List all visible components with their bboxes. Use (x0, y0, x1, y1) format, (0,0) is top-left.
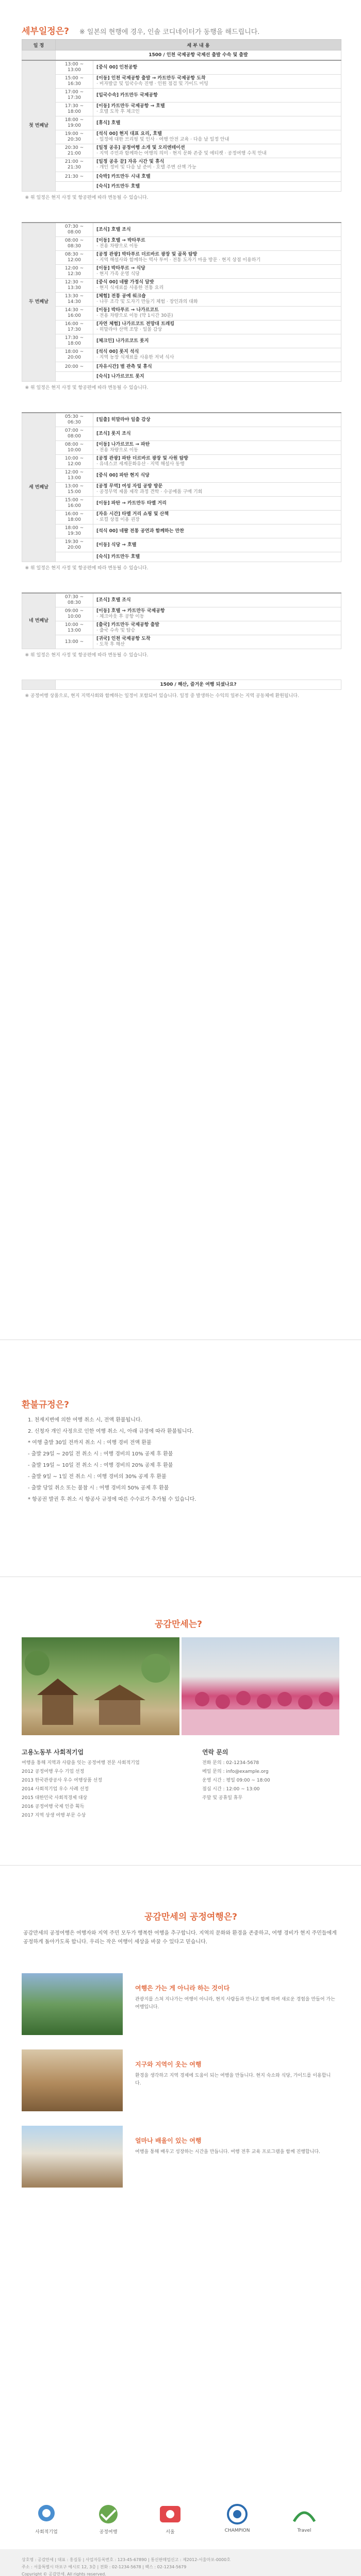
village-scene-illustration (22, 1637, 179, 1735)
activity-title: [조식] 호텔 조식 (96, 597, 131, 603)
footer-line: 상호명 : 공감만세 | 대표 : 홍길동 | 사업자등록번호 : 123-45-67890 | 통신판매업신고 : 제2012-서울마포-0000호 (22, 2557, 231, 2562)
logo-label-4: Travel (297, 2528, 311, 2533)
activity-detail: · 현지 식재료를 사용한 전통 요리 (96, 285, 164, 291)
award-item: 2015 대한민국 사회적경제 대상 (22, 1795, 88, 1801)
refund-title: 환불규정은? (22, 1400, 69, 1410)
activity-cell (93, 334, 341, 348)
contact-title: 연락 문의 (202, 1749, 228, 1756)
activity-detail: · 지역 해설사와 함께하는 역사 투어 · 전통 도자기 마을 방문 · 현지 상점 이용하기 (96, 258, 261, 263)
activity-title: [숙식] 나가르코트 롯지 (96, 374, 144, 379)
activity-cell (93, 89, 341, 103)
org-name: 고용노동부 사회적기업 (22, 1749, 84, 1756)
time-cell: 12:30 ~ 13:30 (56, 279, 93, 293)
activity-detail: · 개인 정비 및 다음 날 준비 · 호텔 주변 산책 가능 (96, 165, 196, 170)
seoul-logo-icon (155, 2504, 186, 2527)
feature-title-3: 얼마나 배울이 있는 여행 (135, 2137, 202, 2144)
activity-cell (93, 483, 341, 497)
time-cell: 08:30 ~ 12:00 (56, 251, 93, 265)
activity-title: [이동] 호텔 → 박타푸르 (96, 238, 145, 243)
feature-body-2: 환경을 생각하고 지역 경제에 도움이 되는 여행을 만듭니다. 현지 숙소와 식당, 가이드를 이용합니다. (135, 2073, 331, 2086)
activity-title: [이동] 파탄 → 카트만두 타멜 거리 (96, 500, 167, 506)
time-cell: 08:00 ~ 10:00 (56, 441, 93, 455)
logo-label-0: 사회적기업 (35, 2530, 58, 2535)
activity-cell (93, 320, 341, 334)
activity-detail: · 일정에 대한 브리핑 및 인사 · 여행 안전 교육 · 다음 날 일정 안내 (96, 137, 229, 142)
activity-cell (93, 182, 341, 192)
activity-detail: · 전용 차량으로 이동 (96, 448, 138, 453)
footer-text (22, 2556, 341, 2576)
time-cell: 10:00 ~ 13:00 (56, 621, 93, 635)
activity-cell (93, 307, 341, 320)
itinerary-footnote: ※ 위 일정은 현지 사정 및 항공편에 따라 변동될 수 있습니다. (25, 195, 149, 200)
activity-title: [자유 시간] 타멜 거리 쇼핑 및 산책 (96, 512, 169, 517)
activity-cell (93, 144, 341, 158)
activity-detail: · 나무 조각 및 도자기 만들기 체험 · 장인과의 대화 (96, 299, 198, 304)
activity-title: [석식 00] 롯지 석식 (96, 349, 139, 354)
refund-line: - 출발 9일 ~ 1일 전 취소 시 : 여행 경비의 30% 공제 후 환불 (28, 1474, 167, 1480)
footer-line: Copyright © 공감만세. All rights reserved. (22, 2572, 106, 2576)
activity-title: [이동] 박타푸르 → 식당 (96, 266, 145, 271)
travel-logo-icon (289, 2504, 320, 2527)
time-cell: 13:00 ~ 13:00 (56, 60, 93, 75)
activity-title: [공정 관광] 박타푸르 더르바르 광장 및 골목 탐방 (96, 252, 198, 257)
time-cell: 19:00 ~ 20:30 (56, 130, 93, 144)
logo-social-enterprise (31, 2504, 62, 2535)
activity-title: [일출] 히말라야 일출 감상 (96, 417, 151, 422)
footer-line: 주소 : 서울특별시 마포구 예시로 12, 3층 | 전화 : 02-1234-5678 | 팩스 : 02-1234-5679 (22, 2565, 187, 2569)
time-cell: 18:00 ~ 19:00 (56, 116, 93, 130)
itinerary-title (22, 24, 259, 37)
time-cell: 07:30 ~ 08:00 (56, 223, 93, 237)
activity-detail: · 공정무역 제품 제작 과정 견학 · 수공예품 구매 기회 (96, 489, 203, 495)
contact-line: 점심 시간 : 12:00 ~ 13:00 (202, 1787, 260, 1792)
day-label: 첫 번째날 (22, 60, 56, 192)
col-header-detail: 세 부 내 용 (56, 40, 341, 50)
time-cell: 20:00 ~ (56, 362, 93, 372)
activity-cell (93, 469, 341, 483)
activity-title: [이동] 식당 → 호텔 (96, 542, 137, 548)
day-cell-blank (22, 50, 56, 61)
activity-title: [숙박] 카트만두 시내 호텔 (96, 174, 151, 179)
refund-line: - 출발 19일 ~ 10일 전 취소 시 : 여행 경비의 20% 공제 후 환불 (28, 1463, 173, 1468)
activity-cell (93, 621, 341, 635)
award-item: 2013 한국관광공사 우수 여행상품 선정 (22, 1778, 103, 1783)
activity-cell (93, 75, 341, 89)
award-item: 2017 지역 상생 여행 부문 수상 (22, 1813, 86, 1818)
activity-cell (93, 413, 341, 427)
day-label: 세 번째날 (22, 413, 56, 562)
activity-cell (93, 60, 341, 75)
activity-title: [숙식] 카트만두 호텔 (96, 554, 140, 560)
time-cell (56, 552, 93, 562)
time-cell: 14:30 ~ 16:00 (56, 307, 93, 320)
activity-title: [중식 00] 인천공항 (96, 64, 138, 70)
activity-cell (93, 103, 341, 116)
activity-cell (93, 223, 341, 237)
activity-title: [조식] 호텔 조식 (96, 227, 131, 232)
time-cell: 08:00 ~ 08:30 (56, 237, 93, 251)
contact-line: 전화 문의 : 02-1234-5678 (202, 1760, 259, 1766)
feature-title-2: 지구와 지역이 웃는 여행 (135, 2061, 202, 2068)
activity-cell (93, 237, 341, 251)
festival-scene-illustration (182, 1637, 339, 1735)
activity-title: [공정 무역] 여성 자립 공방 방문 (96, 484, 163, 489)
refund-line: * 항공권 발권 후 취소 시 항공사 규정에 따른 수수료가 추가될 수 있습니다. (28, 1497, 196, 1502)
activity-cell (93, 348, 341, 362)
contact-list (202, 1759, 341, 1803)
activity-title: [이동] 박타푸르 → 나가르코트 (96, 308, 159, 313)
activity-cell (93, 279, 341, 293)
activity-cell (93, 372, 341, 382)
partner-photo-village (22, 1637, 179, 1735)
activity-title: [일정 공유 끝] 자유 시간 및 휴식 (96, 159, 165, 164)
time-cell: 12:00 ~ 12:30 (56, 265, 93, 279)
time-cell (56, 372, 93, 382)
activity-cell (93, 593, 341, 607)
org-desc: 여행을 통해 지역과 사람을 잇는 공정여행 전문 사회적기업 (22, 1760, 140, 1766)
time-cell: 07:30 ~ 08:30 (56, 593, 93, 607)
time-cell: 16:00 ~ 18:00 (56, 511, 93, 524)
time-cell (56, 182, 93, 192)
activity-cell (93, 524, 341, 538)
activity-detail: · 로컬 상점 이용 권장 (96, 517, 140, 522)
activity-cell (93, 497, 341, 511)
top-note: 1500 / 인천 국제공항 국제선 출발 수속 및 출발 (56, 50, 341, 61)
activity-title: [숙식] 카트만두 호텔 (96, 183, 140, 189)
activity-title: [이동] 호텔 → 카트만두 국제공항 (96, 608, 165, 614)
activity-detail: · 지역 농장 식재료를 사용한 저녁 식사 (96, 355, 174, 360)
activity-detail: · 히말라야 산맥 조망 · 일몰 감상 (96, 327, 162, 332)
activity-title: [자연 체험] 나가르코트 전망대 트레킹 (96, 321, 175, 327)
contact-line: 메일 문의 : info@example.org (202, 1769, 269, 1774)
feature-body-1: 관광지를 스쳐 지나가는 여행이 아니라, 현지 사람들과 만나고 함께 하며 새로운 경험을 만들어 가는 여행입니다. (135, 1997, 335, 2010)
time-cell: 21:30 ~ (56, 172, 93, 182)
day-label: 두 번째날 (22, 223, 56, 382)
activity-detail: · 도착 후 해산 (96, 642, 125, 647)
feature-photo-2 (22, 2049, 123, 2111)
itinerary-title-text: 세부일정은? (22, 26, 69, 37)
time-cell: 18:00 ~ 19:30 (56, 524, 93, 538)
refund-list (28, 1415, 337, 1505)
itinerary-last-note: ※ 공정여행 상품으로, 현지 지역사회와 함께하는 일정이 포함되어 있습니다. 일정 중 발생하는 수익의 일부는 지역 공동체에 환원됩니다. (25, 693, 299, 699)
time-cell: 15:00 ~ 16:00 (56, 497, 93, 511)
end-row: 1500 / 해산, 즐거운 여행 되셨나요? (56, 680, 341, 690)
activity-title: [일정 공유] 공정여행 소개 및 오리엔테이션 (96, 145, 185, 150)
activity-detail: · 호텔 도착 후 체크인 (96, 109, 140, 114)
time-cell: 20:30 ~ 21:00 (56, 144, 93, 158)
partner-title: 공감만세는? (155, 1619, 202, 1630)
time-cell: 15:00 ~ 16:30 (56, 75, 93, 89)
activity-title: [귀국] 인천 국제공항 도착 (96, 636, 151, 641)
activity-detail: · 현지 가족 운영 식당 (96, 272, 140, 277)
contact-line: 운영 시간 : 평일 09:00 ~ 18:00 (202, 1778, 270, 1783)
activity-title: [이동] 인천 국제공항 출발 → 카트만두 국제공항 도착 (96, 76, 206, 81)
partner-photo-festival (182, 1637, 339, 1735)
time-cell: 21:00 ~ 21:30 (56, 158, 93, 172)
features-title: 공감만세의 공정여행은? (144, 1912, 237, 1922)
activity-title: [공정 관광] 파탄 더르바르 광장 및 사원 탐방 (96, 456, 188, 461)
activity-cell (93, 158, 341, 172)
activity-cell (93, 293, 341, 307)
activity-cell (93, 362, 341, 372)
time-cell: 09:00 ~ 10:00 (56, 607, 93, 621)
time-cell: 10:00 ~ 12:00 (56, 455, 93, 469)
time-cell: 19:30 ~ 20:00 (56, 538, 93, 552)
activity-title: [중식 00] 파탄 현지 식당 (96, 472, 150, 478)
activity-cell (93, 130, 341, 144)
feature-photo-3 (22, 2126, 123, 2188)
activity-cell (93, 441, 341, 455)
activity-title: [입국수속] 카트만두 국제공항 (96, 92, 158, 98)
activity-detail: · 전용 차량으로 이동 (96, 244, 138, 249)
feature-body-3: 여행을 통해 배우고 성장하는 시간을 만듭니다. 여행 전후 교육 프로그램을 함께 진행합니다. (135, 2149, 320, 2155)
divider (0, 1865, 361, 1866)
time-cell: 05:30 ~ 06:30 (56, 413, 93, 427)
itinerary-table (22, 39, 341, 701)
refund-line: * 여행 출발 30일 전까지 취소 시 : 여행 경비 전액 환불 (28, 1440, 152, 1446)
activity-title: [중식 00] 네팔 가정식 달밧 (96, 280, 154, 285)
activity-detail: · 출국 수속 및 탑승 (96, 628, 136, 633)
itinerary-note: ※ 일본의 현행에 경우, 인솔 코디네이터가 동행을 해드립니다. (79, 28, 260, 36)
activity-title: [이동] 나가르코트 → 파탄 (96, 442, 150, 447)
activity-cell (93, 251, 341, 265)
feature-title-1: 여행은 가는 게 아니라 하는 것이다 (135, 1985, 230, 1992)
time-cell: 07:00 ~ 08:00 (56, 427, 93, 441)
day-cell-blank (22, 680, 56, 690)
logo-label-3: CHAMPION (224, 2528, 250, 2533)
activity-title: [석식 00] 현지 대표 요리, 호텔 (96, 131, 162, 137)
logo-champion (217, 2504, 258, 2533)
activity-cell (93, 116, 341, 130)
logo-seoul (155, 2504, 186, 2535)
activity-title: [자유시간] 별 관측 및 휴식 (96, 364, 152, 369)
logo-fair-travel (93, 2504, 124, 2535)
refund-line: 1. 천재지변에 의한 여행 취소 시, 전액 환불됩니다. (28, 1417, 142, 1423)
activity-title: [이동] 카트만두 국제공항 → 호텔 (96, 104, 165, 109)
activity-title: [체험] 전통 공예 워크숍 (96, 294, 146, 299)
time-cell: 13:00 ~ 15:00 (56, 483, 93, 497)
time-cell: 12:00 ~ 13:00 (56, 469, 93, 483)
award-item: 2014 사회적기업 우수 사례 선정 (22, 1787, 89, 1792)
activity-cell (93, 265, 341, 279)
refund-line: - 출발 29일 ~ 20일 전 취소 시 : 여행 경비의 10% 공제 후 환불 (28, 1451, 173, 1457)
refund-line: - 출발 당일 취소 또는 불참 시 : 여행 경비의 50% 공제 후 환불 (28, 1485, 169, 1491)
activity-cell (93, 455, 341, 469)
logo-label-1: 공정여행 (99, 2530, 118, 2535)
fair-travel-logo-icon (93, 2504, 124, 2527)
logo-travel (289, 2504, 320, 2533)
time-cell: 13:00 ~ (56, 635, 93, 649)
itinerary-footnote: ※ 위 일정은 현지 사정 및 항공편에 따라 변동될 수 있습니다. (25, 652, 149, 658)
activity-cell (93, 552, 341, 562)
features-intro: 공감만세의 공정여행은 여행자와 지역 주민 모두가 행복한 여행을 추구합니다. 지역의 문화와 환경을 존중하고, 여행 경비가 현지 주민들에게 공정하게 돌아가도록 합니다. 우리는 작은 여행이 세상을 바꿀 수 있다고 믿습니다. (23, 1930, 337, 1945)
activity-title: [휴식] 호텔 (96, 120, 121, 126)
activity-detail: · 유네스코 세계문화유산 · 지역 해설사 동행 (96, 462, 185, 467)
activity-detail: · 전용 차량으로 이동 (약 1시간 30분) (96, 313, 173, 318)
award-item: 2016 공정여행 국제 인증 획득 (22, 1804, 85, 1809)
activity-detail: · 체크아웃 후 공항 이동 (96, 614, 144, 619)
activity-title: [출국] 카트만두 국제공항 출발 (96, 622, 159, 628)
activity-title: [체크인] 나가르코트 롯지 (96, 338, 149, 344)
col-header-day: 일 정 (22, 40, 56, 50)
time-cell: 17:30 ~ 18:00 (56, 334, 93, 348)
time-cell: 17:00 ~ 17:30 (56, 89, 93, 103)
itinerary-footnote: ※ 위 일정은 현지 사정 및 항공편에 따라 변동될 수 있습니다. (25, 385, 149, 391)
logo-label-2: 서울 (166, 2530, 175, 2535)
activity-cell (93, 607, 341, 621)
day-label: 네 번째날 (22, 593, 56, 649)
activity-cell (93, 172, 341, 182)
social-enterprise-logo-icon (31, 2504, 62, 2527)
feature-photo-1 (22, 1973, 123, 2035)
activity-cell (93, 635, 341, 649)
activity-cell (93, 427, 341, 441)
itinerary-footnote: ※ 위 일정은 현지 사정 및 항공편에 따라 변동될 수 있습니다. (25, 565, 149, 571)
time-cell: 13:30 ~ 14:30 (56, 293, 93, 307)
contact-line: 주말 및 공휴일 휴무 (202, 1795, 243, 1801)
activity-title: [석식 00] 네팔 전통 공연과 함께하는 만찬 (96, 528, 184, 534)
refund-line: 2. 신청자 개인 사정으로 인한 여행 취소 시, 아래 규정에 따라 환불됩니다. (28, 1429, 194, 1434)
activity-cell (93, 511, 341, 524)
activity-cell (93, 538, 341, 552)
time-cell: 17:30 ~ 18:00 (56, 103, 93, 116)
awards-list (22, 1759, 176, 1820)
activity-title: [조식] 롯지 조식 (96, 431, 131, 436)
time-cell: 18:00 ~ 20:00 (56, 348, 93, 362)
time-cell: 16:00 ~ 17:30 (56, 320, 93, 334)
activity-detail: · 지역 주민과 함께하는 여행의 의미 · 현지 문화 존중 및 에티켓 · 공정여행 수칙 안내 (96, 151, 267, 156)
champion-logo-icon (217, 2504, 258, 2527)
activity-detail: · 비자발급 및 입국수속 진행 · 인원 점검 및 가이드 미팅 (96, 81, 208, 87)
award-item: 2012 공정여행 우수 기업 선정 (22, 1769, 85, 1774)
